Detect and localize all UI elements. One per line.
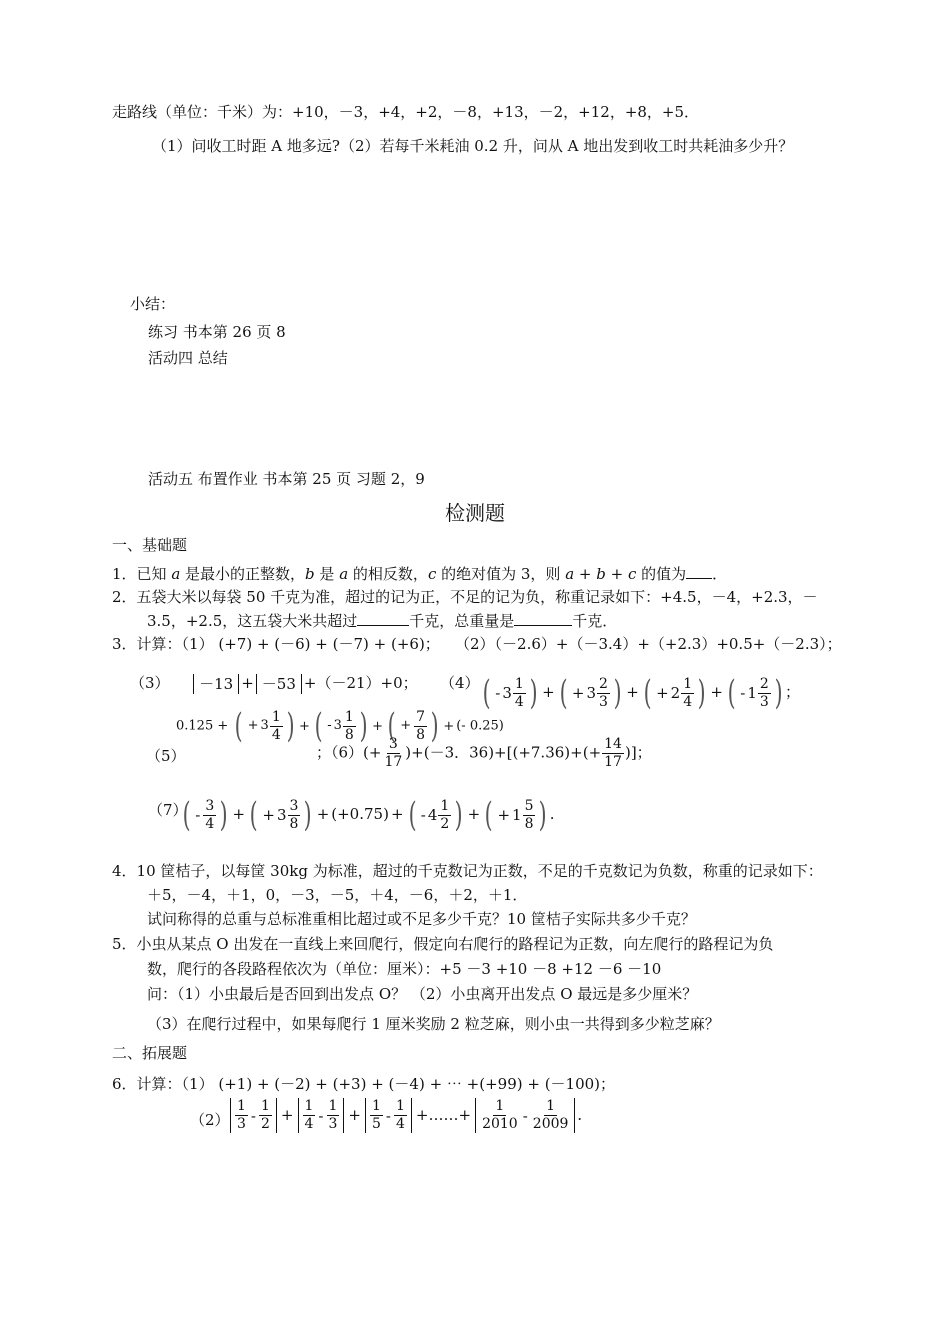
fraction-numerator: 1	[328, 1098, 338, 1114]
fraction-numerator: 3	[388, 736, 398, 752]
plus-sign: +	[232, 805, 246, 823]
fraction-numerator: 3	[289, 797, 299, 814]
question-3-part-5-label: （5）	[146, 747, 186, 765]
parenthesized-term	[406, 795, 466, 835]
sign: ( -	[327, 718, 332, 733]
plus-sign: +	[299, 718, 310, 734]
whole-part: 2	[670, 684, 681, 702]
sign: ( +	[497, 806, 511, 824]
whole-part: 3	[276, 806, 287, 824]
fraction-denominator: 2	[261, 1116, 270, 1132]
answer-blank	[357, 625, 409, 626]
fraction	[235, 1098, 248, 1133]
fraction	[513, 676, 526, 711]
summary-label: 小结：	[130, 295, 176, 313]
fraction-denominator: 17	[384, 754, 403, 770]
fraction	[597, 676, 610, 711]
fraction-denominator: 3	[328, 1116, 338, 1132]
section-basic: 一、基础题	[112, 536, 188, 554]
sign: ( +	[571, 684, 585, 702]
mixed-number	[654, 676, 695, 711]
question-6-part-1: 6．计算：（1） (+1) + (－2) + (+3) + (－4) + ⋯ +(+99) + (－100)；	[112, 1075, 616, 1093]
fraction	[259, 1098, 272, 1133]
whole-part: 3	[502, 684, 512, 702]
question-3-part-7-label: （7）	[148, 801, 188, 819]
fraction-numerator: 2	[759, 675, 769, 692]
fraction	[480, 1098, 520, 1133]
fraction-denominator: 2	[440, 815, 450, 832]
sign: ( +	[400, 718, 412, 733]
sign: ( -	[495, 684, 501, 702]
fraction-numerator: 3	[205, 797, 215, 814]
whole-part: 1	[512, 806, 522, 824]
section-extension: 二、拓展题	[112, 1044, 188, 1062]
fraction	[303, 1098, 316, 1133]
fraction-numerator: 1	[237, 1098, 246, 1114]
plus-sign: +	[542, 683, 555, 701]
fraction-numerator: 14	[604, 736, 622, 752]
expr-text: (+	[363, 743, 382, 762]
fraction-denominator: 3	[759, 693, 769, 710]
mixed-number	[260, 798, 301, 833]
whole-part: 3	[260, 718, 269, 733]
parenthesized-term	[725, 673, 785, 713]
question-3-part-2: （2）（－2.6）+（－3.4）+（+2.3）+0.5+（－2.3）；	[455, 635, 842, 653]
fraction-numerator: 1	[304, 1098, 314, 1114]
question-3-part-3: （3） －13 + －53 +（－21）+0；	[130, 674, 418, 693]
question-5-line-1: 5．小虫从某点 O 出发在一直线上来回爬行，假定向右爬行的路程记为正数，向左爬行的路程记为负	[112, 935, 774, 953]
fraction	[681, 676, 694, 711]
fraction-numerator: 1	[396, 1098, 405, 1114]
fraction-denominator: 17	[604, 754, 622, 770]
minus-sign: -	[385, 1106, 391, 1125]
period: ．	[577, 1105, 593, 1124]
question-2-line-2: 3.5，+2.5，这五袋大米共超过 千克，总重量是 千克．	[147, 612, 618, 630]
fraction-denominator: 4	[514, 693, 524, 710]
fraction-denominator: 8	[524, 815, 534, 832]
intro-line-1: 走路线（单位：千米）为：+10，－3，+4，+2，－8，+13，－2，+12，+8，+5．	[112, 103, 700, 121]
plus-sign: +	[372, 718, 383, 734]
whole-part: 3	[333, 718, 342, 733]
mixed-number	[246, 709, 284, 744]
plus-sign: +	[626, 683, 639, 701]
sign: ( +	[656, 684, 669, 702]
question-5-line-4: （3）在爬行过程中，如果每爬行 1 厘米奖励 2 粒芝麻，则小虫一共得到多少粒芝麻？	[147, 1015, 720, 1033]
fraction	[370, 1098, 383, 1133]
activity-5: 活动五 布置作业 书本第 25 页 习题 2，9	[148, 470, 425, 488]
sign: ( +	[247, 718, 259, 733]
fraction-numerator: 1	[372, 1098, 381, 1114]
question-4-line-1: 4．10 筐桔子，以每筐 30kg 为标准，超过的千克数记为正数，不足的千克数记为负数，称重的记录如下：	[112, 862, 823, 880]
question-3-part-1: 3．计算：（1） (+7) + (－6) + (－7) + (+6)；	[112, 635, 440, 653]
expr-text: )+(－3．36)+[(+7.36)+(+	[405, 743, 602, 762]
leading-term: 0.125 +	[176, 718, 233, 734]
absolute-value	[365, 1098, 412, 1133]
plus-sign: +	[443, 718, 455, 734]
fraction-denominator: 8	[416, 726, 426, 743]
question-6-part-2-expression	[228, 1098, 592, 1133]
trailing-term: (- 0.25)	[456, 718, 504, 734]
fraction-numerator: 1	[271, 708, 281, 725]
fraction	[203, 798, 216, 833]
fraction-denominator: 8	[344, 726, 354, 743]
fraction-numerator: 1	[440, 797, 450, 814]
ellipsis: +……+	[415, 1105, 472, 1124]
practice-line: 练习 书本第 26 页 8	[148, 323, 286, 341]
fraction	[382, 736, 404, 771]
fraction	[438, 798, 451, 833]
parenthesized-term	[247, 795, 315, 835]
plus-sign: +	[280, 1105, 294, 1124]
parenthesized-term	[180, 795, 231, 835]
parenthesized-term	[641, 673, 709, 713]
question-3-part-6-expression	[316, 736, 652, 771]
decimal-term: (+0.75)	[331, 805, 389, 823]
plus-sign: +	[390, 805, 404, 823]
semicolon: ；	[785, 683, 801, 701]
mixed-number	[570, 676, 611, 711]
question-3-part-4-label: （4）	[440, 674, 480, 692]
sign: ( -	[420, 806, 426, 824]
expr-text: )]；	[624, 743, 652, 762]
absolute-value	[298, 1098, 345, 1133]
mixed-number	[193, 798, 217, 833]
parenthesized-term	[557, 673, 625, 713]
fraction-denominator: 4	[205, 815, 215, 832]
fraction	[394, 1098, 407, 1133]
fraction	[327, 1098, 340, 1133]
question-3-part-7-expression	[180, 795, 555, 835]
whole-part: 4	[427, 806, 438, 824]
fraction	[531, 1098, 571, 1133]
answer-blank	[514, 625, 572, 626]
absolute-value	[475, 1098, 575, 1133]
question-4-line-3: 试问称得的总重与总标准重相比超过或不足多少千克？10 筐桔子实际共多少千克？	[147, 910, 696, 928]
fraction-numerator: 1	[514, 675, 524, 692]
plus-sign: +	[710, 683, 723, 701]
fraction	[270, 709, 283, 744]
fraction-numerator: 1	[344, 708, 354, 725]
fraction	[758, 676, 771, 711]
fraction-numerator: 1	[495, 1098, 505, 1114]
absolute-value	[230, 1098, 277, 1133]
fraction-denominator: 2009	[532, 1116, 569, 1132]
fraction-numerator: 1	[546, 1098, 556, 1114]
question-1: 1．已知 a 是最小的正整数，b 是 a 的相反数，c 的绝对值为 3，则 a + b + c 的值为 ．	[112, 565, 728, 583]
sign: ( -	[195, 806, 201, 824]
whole-part: 1	[747, 684, 757, 702]
fraction-denominator: 4	[396, 1116, 405, 1132]
fraction-denominator: 4	[304, 1116, 314, 1132]
mixed-number	[495, 798, 536, 833]
fraction-numerator: 5	[524, 797, 534, 814]
fraction-denominator: 3	[599, 693, 608, 710]
fraction	[288, 798, 301, 833]
mixed-number	[419, 798, 453, 833]
period: .	[549, 805, 555, 823]
parenthesized-term	[482, 795, 550, 835]
minus-sign: -	[250, 1106, 256, 1125]
question-5-line-3: 问：（1）小虫最后是否回到出发点 O？ （2）小虫离开出发点 O 最远是多少厘米？	[147, 985, 698, 1003]
fraction-numerator: 2	[599, 675, 608, 692]
parenthesized-term	[232, 706, 297, 746]
plus-sign: +	[316, 805, 330, 823]
sign: ( -	[740, 684, 746, 702]
fraction	[523, 798, 536, 833]
fraction-numerator: 7	[416, 708, 426, 725]
part-label: ；（6）	[316, 743, 364, 762]
fraction-denominator: 2010	[482, 1116, 518, 1132]
sign: ( +	[262, 806, 275, 824]
fraction	[602, 736, 624, 771]
question-2-line-1: 2．五袋大米以每袋 50 千克为准，超过的记为正，不足的记为负，称重记录如下：+4.5，－4，+2.3，－	[112, 588, 818, 606]
plus-sign: +	[348, 1105, 361, 1124]
minus-sign: -	[522, 1106, 528, 1125]
question-4-line-2: ＋5，－4，＋1，0，－3，－5，＋4，－6，＋2，＋1．	[147, 886, 528, 904]
test-title: 检测题	[445, 501, 505, 525]
question-5-line-2: 数，爬行的各段路程依次为（单位：厘米）：+5 －3 +10 －8 +12 －6 －10	[147, 960, 662, 978]
plus-sign: +	[467, 805, 481, 823]
activity-4: 活动四 总结	[148, 349, 228, 367]
fraction-denominator: 4	[683, 693, 693, 710]
fraction-numerator: 1	[683, 675, 693, 692]
answer-blank	[686, 578, 712, 579]
fraction-denominator: 4	[271, 726, 281, 743]
fraction-denominator: 8	[289, 815, 299, 832]
mixed-number	[738, 676, 772, 711]
fraction-denominator: 3	[237, 1116, 246, 1132]
question-6-part-2-label: （2）	[190, 1111, 230, 1129]
minus-sign: -	[318, 1106, 324, 1125]
intro-line-2: （1）问收工时距 A 地多远?（2）若每千米耗油 0.2 升，问从 A 地出发到收工时共耗油多少升？	[152, 137, 794, 155]
whole-part: 3	[586, 684, 597, 702]
fraction-denominator: 5	[372, 1116, 381, 1132]
question-3-part-4-expression	[480, 673, 800, 713]
fraction-numerator: 1	[261, 1098, 270, 1114]
